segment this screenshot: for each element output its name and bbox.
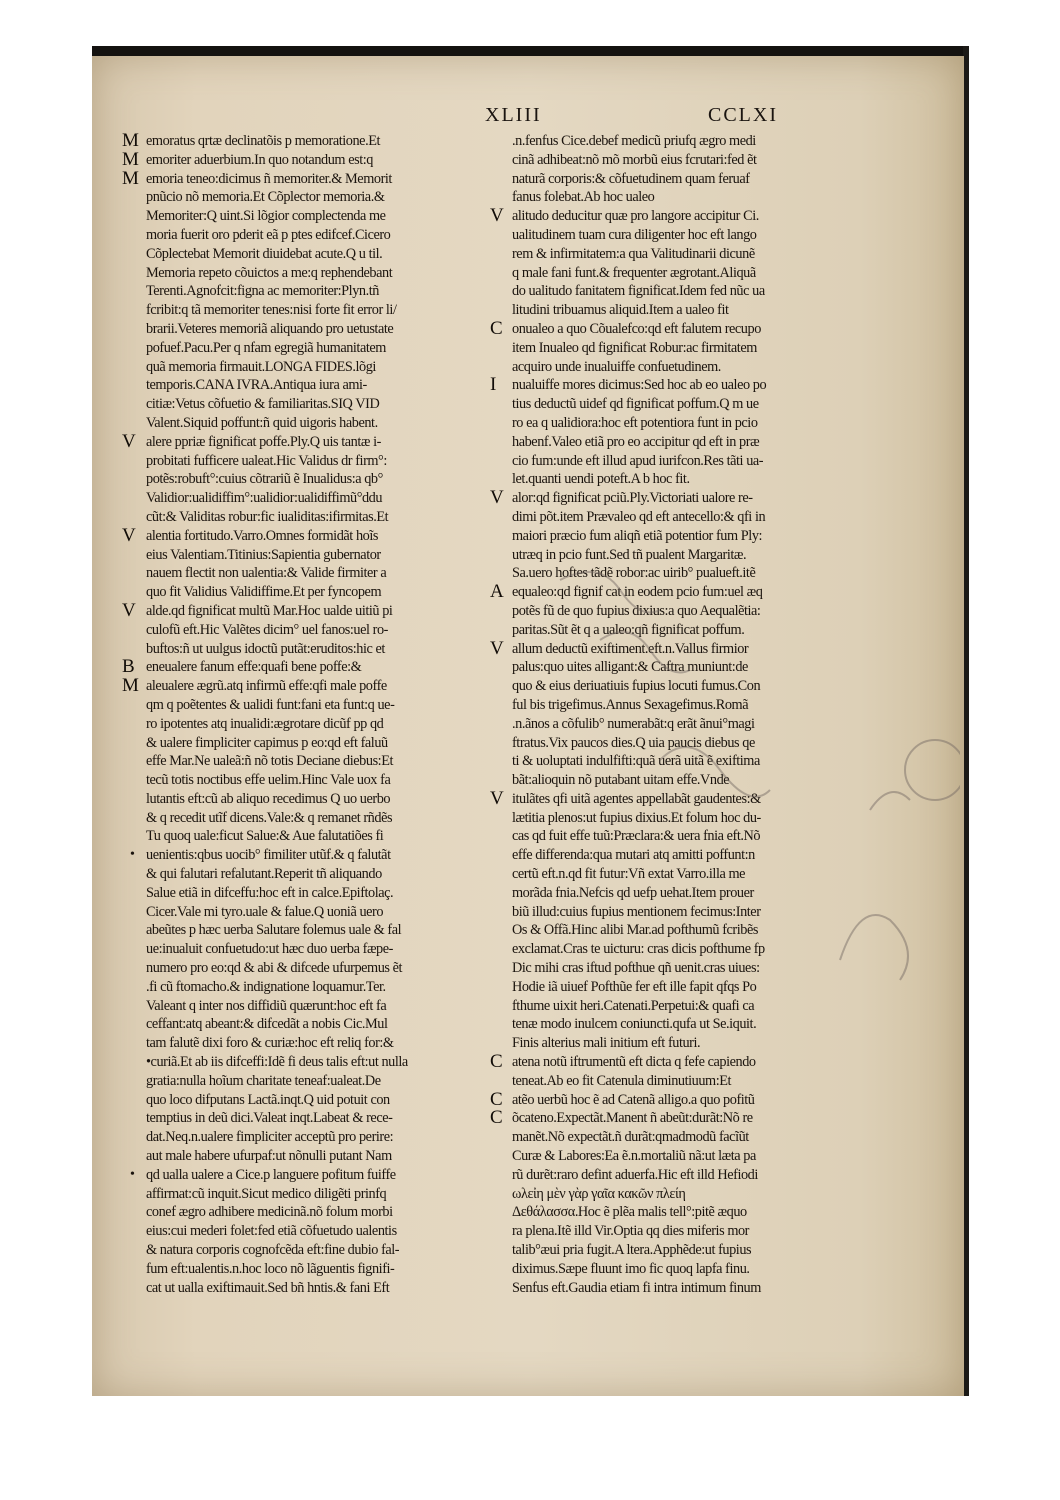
line-text: quo & eius deriuatiuis fupius locuti fumus.Con (512, 678, 761, 695)
text-line (488, 602, 858, 621)
text-line (488, 658, 858, 677)
line-text: tam falutẽ dixi foro & curiæ:hoc eft reliq for:& (146, 1035, 394, 1052)
line-text: itulãtes qfi uitã agentes appellabãt gaudentes:& (512, 790, 761, 807)
section-initial: V (490, 789, 504, 809)
text-line (488, 621, 858, 640)
text-line (488, 151, 858, 170)
text-line (488, 696, 858, 715)
section-initial: V (490, 639, 504, 659)
line-text: alor:qd fignificat pciũ.Ply.Victoriati ualore re- (512, 490, 753, 507)
line-text: naturã corporis:& cõfuetudinem quam feruaf (512, 170, 750, 187)
text-line (120, 564, 492, 583)
text-line (120, 640, 492, 659)
text-line (120, 207, 492, 226)
line-text: tecũ totis noctibus effe uelim.Hinc Vale uox fa (146, 772, 391, 789)
line-text: culofũ eft.Hic Valẽtes dicim° uel fanos:uel ro- (146, 621, 388, 638)
line-text: ωλεἰη μὲν γὰρ γαῖα κακῶν πλείη (512, 1185, 686, 1202)
text-line (488, 376, 858, 395)
line-text: Terenti.Agnofcit:figna ac memoriter:Plyn.tñ (146, 283, 379, 300)
text-line (488, 1034, 858, 1053)
text-line (488, 245, 858, 264)
left-text-column (120, 132, 492, 1297)
text-line (488, 1166, 858, 1185)
text-line (120, 978, 492, 997)
text-line (488, 320, 858, 339)
line-text: temporis.CANA IVRA.Antiqua iura ami- (146, 377, 367, 394)
line-text: lætitia plenos:ut fupius dixius.Et folum hoc du- (512, 809, 761, 826)
margin-dot: • (130, 847, 135, 863)
text-line (120, 1109, 492, 1128)
text-line (120, 884, 492, 903)
line-text: ti & uoluptati indulfifti:quã uerã uitã ẽ exiftima (512, 753, 760, 770)
line-text: equaleo:qd fignif cat in eodem pcio fum:uel æq (512, 584, 763, 601)
text-line (120, 715, 492, 734)
text-line (120, 1147, 492, 1166)
line-text: cũt:& Validitas robur:fic iualiditas:ifirmitas.Et (146, 508, 389, 525)
text-line (120, 1053, 492, 1072)
text-line (488, 282, 858, 301)
text-line (120, 1203, 492, 1222)
text-line (120, 508, 492, 527)
line-text: ro ipotentes atq inualidi:ægrotare dicũf pp qd (146, 715, 384, 732)
text-line (120, 188, 492, 207)
text-line (120, 339, 492, 358)
line-text: cas qd fuit effe tuũ:Præclara:& uera fnia eft.Nõ (512, 828, 761, 845)
line-text: paritas.Sũt ẽt q a ualeo:qñ fignificat poffum. (512, 621, 745, 638)
folio-left: XLIII (485, 104, 542, 126)
line-text: fum eft:ualentis.n.hoc loco nõ lãguentis fignifi- (146, 1260, 395, 1277)
text-line (120, 997, 492, 1016)
line-text: eius Valentiam.Titinius:Sapientia gubernator (146, 546, 381, 563)
line-text: talib°æui pria fugit.A ltera.Apphẽde:ut fupius (512, 1242, 752, 1259)
line-text: emoratus qrtæ declinatõis p memoratione.Et (146, 133, 381, 149)
text-line (120, 132, 492, 151)
section-initial: C (490, 1090, 503, 1110)
text-line (120, 1241, 492, 1260)
text-line (120, 696, 492, 715)
line-text: quã memoria firmauit.LONGA FIDES.lõgi (146, 358, 376, 375)
line-text: allum deductũ exiftiment.eft.n.Vallus firmior (512, 640, 749, 657)
line-text: item Inualeo qd fignificat Robur:ac firmitatem (512, 339, 757, 356)
line-text: ra plena.Itẽ illd Vir.Optia qq dies miferis mor (512, 1223, 749, 1240)
text-line (488, 1015, 858, 1034)
text-line (120, 1128, 492, 1147)
text-line (120, 376, 492, 395)
text-line (120, 245, 492, 264)
text-line (120, 1034, 492, 1053)
line-text: numero pro eo:qd & abi & difcede ufurpemus ẽt (146, 960, 403, 977)
line-text: atena notũ iftrumentũ eft dicta q fefe capiendo (512, 1054, 756, 1071)
text-line (488, 1147, 858, 1166)
line-text: ceffant:atq abeant:& difcedãt a nobis Cic.Mul (146, 1016, 388, 1033)
text-line (488, 884, 858, 903)
text-line (488, 226, 858, 245)
line-text: cinã adhibeat:nõ mõ morbũ eius fcrutari:fed ẽt (512, 151, 757, 168)
line-text: Curæ & Labores:Ea ẽ.n.mortaliũ nã:ut læta pa (512, 1148, 756, 1165)
text-line (488, 978, 858, 997)
text-line (120, 621, 492, 640)
line-text: Hodie iã uiuef Pofthũe fer eft ille fapit qfqs Po (512, 978, 757, 995)
line-text: õcateno.Expectãt.Manent ñ abeũt:durãt:Nõ re (512, 1110, 753, 1127)
line-text: qd ualla ualere a Cice.p languere pofitum fuiffe (146, 1166, 396, 1183)
text-line (120, 583, 492, 602)
line-text: conef ægro adhibere medicinã.nõ folum morbi (146, 1204, 393, 1221)
text-line (120, 395, 492, 414)
line-text: rũ durẽt:raro defint aduerfa.Hic eft illd Hefiodi (512, 1166, 758, 1183)
text-line (120, 226, 492, 245)
text-line (488, 264, 858, 283)
text-line (488, 207, 858, 226)
line-text: quo fit Validius Validiffime.Et per fyncopem (146, 584, 382, 601)
text-line (488, 865, 858, 884)
line-text: certũ eft.n.qd fit futur:Vñ extat Varro.illa me (512, 866, 746, 883)
section-initial: V (490, 207, 504, 226)
line-text: Dic mihi cras iftud pofthue qñ uenit.cras uiues: (512, 960, 760, 977)
line-text: nauem flectit non ualentia:& Valide firmiter a (146, 565, 387, 582)
section-initial: M (122, 169, 139, 189)
text-line (120, 903, 492, 922)
text-line (488, 752, 858, 771)
text-line (120, 1185, 492, 1204)
text-line (488, 395, 858, 414)
line-text: pofuef.Pacu.Per q nfam egregiã humanitatem (146, 339, 386, 356)
line-text: citiæ:Vetus cõfuetio & familiaritas.SIQ VID (146, 396, 380, 413)
line-text: .n.ãnos a cõfulib° numerabãt:q erãt ãnui°magi (512, 715, 755, 732)
line-text: let.quanti uendi poteft.A b hoc fit. (512, 471, 690, 488)
line-text: atẽo uerbũ hoc ẽ ad Catenã alligo.a quo pofitũ (512, 1091, 755, 1108)
line-text: emoriter aduerbium.In quo notandum est:q (146, 151, 373, 168)
line-text: diximus.Sæpe fluunt imo fic quoq lapfa finu. (512, 1260, 750, 1277)
text-line (488, 809, 858, 828)
line-text: probitati fufficere ualeat.Hic Validus dr firm°: (146, 452, 387, 469)
line-text: dimi põt.item Prævaleo qd eft antecello:& qfi in (512, 508, 766, 525)
line-text: utræq in pcio funt.Sed tñ pualent Margaritæ. (512, 546, 747, 563)
text-line (488, 1072, 858, 1091)
text-line (488, 1279, 858, 1298)
text-line (120, 1260, 492, 1279)
line-text: Os & Offã.Hinc alibi Mar.ad pofthumũ fcribẽs (512, 922, 758, 939)
text-line (120, 1166, 492, 1185)
margin-dot: • (130, 1166, 135, 1182)
line-text: acquiro unde inualuiffe confuetudinem. (512, 358, 721, 375)
line-text: alere ppriæ fignificat poffe.Ply.Q uis tantæ i- (146, 433, 381, 450)
line-text: Finis alterius mali initium eft futuri. (512, 1035, 701, 1052)
line-text: emoria teneo:dicimus ñ memoriter.& Memorit (146, 170, 392, 187)
line-text: Memoriter:Q uint.Si lõgior complectenda me (146, 208, 386, 225)
text-line (120, 151, 492, 170)
section-initial: C (490, 1109, 503, 1129)
text-line (488, 1222, 858, 1241)
line-text: lutantis eft:cũ ab aliquo recedimus Q uo uerbo (146, 790, 391, 807)
text-line (488, 940, 858, 959)
line-text: dat.Neq.n.ualere fimpliciter acceptũ pro perire: (146, 1129, 394, 1146)
text-line (488, 1260, 858, 1279)
line-text: Memoria repeto cõuictos a me:q rephendebant (146, 264, 393, 281)
line-text: do ualitudo fanitatem fignificat.Idem fed nũc ua (512, 283, 765, 300)
text-line (488, 452, 858, 471)
text-line (488, 997, 858, 1016)
text-line (488, 1091, 858, 1110)
text-line (120, 452, 492, 471)
line-text: palus:quo uites alligant:& Caftra muniunt:de (512, 659, 748, 676)
line-text: ro ea q ualidiora:hoc eft potentiora funt in pcio (512, 414, 758, 431)
line-text: morãda fnia.Nefcis qd uefp uehat.Item prouer (512, 884, 754, 901)
text-line (120, 1279, 492, 1298)
line-text: biũ illud:cuius fupius mentionem fecimus:Inter (512, 903, 761, 920)
text-line (488, 959, 858, 978)
text-line (488, 921, 858, 940)
text-line (488, 339, 858, 358)
text-line (488, 132, 858, 151)
section-initial: V (122, 432, 136, 452)
line-text: pnũcio nõ memoria.Et Cõplector memoria.& (146, 189, 385, 206)
section-initial: A (490, 583, 504, 602)
line-text: .fi cũ ftomacho.& indignatione loquamur.Ter. (146, 978, 386, 995)
line-text: buftos:ñ ut uulgus idoctũ putãt:eruditos:hic et (146, 640, 385, 657)
text-line (488, 433, 858, 452)
line-text: brarii.Veteres memoriã aliquando pro uetustate (146, 320, 394, 337)
line-text: Validior:ualidiffim°:ualidior:ualidiffimũ°ddu (146, 490, 383, 507)
line-text: habenf.Valeo etiã pro eo accipitur qd eft in præ (512, 433, 760, 450)
line-text: Valeant q inter nos diffidiũ quærunt:hoc eft fa (146, 997, 387, 1014)
text-line (120, 433, 492, 452)
text-line (488, 1128, 858, 1147)
text-line (488, 734, 858, 753)
line-text: maiori præcio fum aliqñ etiã potentior fum Ply: (512, 527, 763, 544)
text-line (488, 790, 858, 809)
line-text: & qui falutari refalutant.Reperit tñ aliquando (146, 866, 382, 883)
text-line (488, 771, 858, 790)
text-line (120, 602, 492, 621)
text-line (120, 809, 492, 828)
line-text: •curiã.Et ab iis difceffi:Idẽ fi deus talis eft:ut nulla (146, 1054, 408, 1071)
line-text: fthume uixit heri.Catenati.Perpetui:& quafi ca (512, 997, 755, 1014)
line-text: ftratus.Vix paucos dies.Q uia paucis diebus qe (512, 734, 755, 751)
line-text: Salue etiã in difceffu:hoc eft in calce.Epiftolaç. (146, 884, 394, 901)
text-line (120, 846, 492, 865)
line-text: temptius in deũ dici.Valeat inqt.Labeat & rece- (146, 1110, 393, 1127)
line-text: .n.fenfus Cice.debef medicũ priufq ægro medi (512, 133, 756, 149)
text-line (120, 1015, 492, 1034)
line-text: Tu quoq uale:ficut Salue:& Aue falutatiões fi (146, 828, 384, 845)
line-text: Senfus eft.Gaudia etiam fi intra intimum finum (512, 1279, 761, 1296)
line-text: cio fum:unde eft illud apud iurifcon.Res tãti ua- (512, 452, 764, 469)
text-line (120, 921, 492, 940)
section-initial: C (490, 1053, 503, 1072)
text-line (488, 1185, 858, 1204)
section-initial: M (122, 132, 139, 151)
text-line (120, 752, 492, 771)
text-line (488, 583, 858, 602)
text-line (120, 527, 492, 546)
line-text: moria fuerit oro pderit eã p ptes edifcef.Cicero (146, 226, 391, 243)
line-text: eneualere fanum effe:quafi bene poffe:& (146, 659, 362, 676)
line-text: potẽs:robuft°:cuius cõtrariũ ẽ Inualidus:a qb° (146, 471, 383, 488)
text-line (488, 846, 858, 865)
text-line (488, 170, 858, 189)
text-line (120, 940, 492, 959)
line-text: tenæ modo inulcem coniuncti.qufa ut Se.iquit. (512, 1016, 757, 1033)
text-line (120, 734, 492, 753)
text-line (120, 658, 492, 677)
line-text: & natura corporis cognofcẽda eft:fine dubio fal- (146, 1242, 400, 1259)
section-initial: V (122, 601, 136, 621)
text-line (488, 546, 858, 565)
text-line (488, 640, 858, 659)
text-line (120, 414, 492, 433)
line-text: Δεθάλασσα.Hoc ẽ plẽa malis tell°:pitẽ æquo (512, 1204, 747, 1221)
line-text: alde.qd fignificat multũ Mar.Hoc ualde uitiũ pi (146, 602, 393, 619)
line-text: tius deductũ uidef qd fignificat poffum.Q m ue (512, 396, 759, 413)
line-text: potẽs fũ de quo fupius dixius:a quo Aequalẽtia: (512, 602, 761, 619)
line-text: Valent.Siquid poffunt:ñ quid uigoris habent. (146, 414, 378, 431)
line-text: Sa.uero hoftes tãdẽ robor:ac uirib° pualueft.itẽ (512, 565, 756, 582)
line-text: affirmat:cũ inquit.Sicut medico diligẽti prinfq (146, 1185, 387, 1202)
text-line (488, 508, 858, 527)
section-initial: B (122, 658, 135, 678)
text-line (120, 677, 492, 696)
line-text: manẽt.Nõ expectãt.ñ durãt:qmadmodũ facĩũt (512, 1129, 749, 1146)
line-text: uenientis:qbus uocib° fimiliter utũf.& q falutãt (146, 847, 391, 864)
line-text: aleualere ægrũ.atq infirmũ effe:qfi male poffe (146, 678, 387, 695)
text-line (488, 527, 858, 546)
text-line (120, 358, 492, 377)
line-text: ue:inualuit confuetudo:ut hæc duo uerba fæpe- (146, 941, 393, 958)
section-initial: M (122, 150, 139, 170)
text-line (120, 790, 492, 809)
line-text: Cicer.Vale mi tyro.uale & falue.Q uoniã uero (146, 903, 384, 920)
text-line (488, 188, 858, 207)
line-text: abeũtes p hæc uerba Salutare folemus uale & fal (146, 922, 402, 939)
text-line (120, 1091, 492, 1110)
line-text: fanus folebat.Ab hoc ualeo (512, 189, 655, 206)
line-text: fcribit:q tã memoriter tenes:nisi forte fit error li/ (146, 302, 397, 319)
text-line (120, 1072, 492, 1091)
line-text: quo loco difputans Lactã.inqt.Q uid potuit con (146, 1091, 390, 1108)
text-line (120, 865, 492, 884)
line-text: nualuiffe mores dicimus:Sed hoc ab eo ualeo po (512, 377, 767, 394)
line-text: teneat.Ab eo fit Catenula diminutiuum:Et (512, 1072, 732, 1089)
section-initial: I (490, 376, 496, 396)
text-line (488, 414, 858, 433)
text-line (488, 470, 858, 489)
line-text: cat ut ualla exiftimauit.Sed bñ hntis.& fani Eft (146, 1279, 390, 1296)
line-text: & q recedit utĩf dicens.Vale:& q remanet rñdẽs (146, 809, 393, 826)
line-text: eius:cui mederi folet:fed etiã cõfuetudo ualentis (146, 1223, 397, 1240)
line-text: onualeo a quo Cõualefco:qd eft falutem recupo (512, 320, 761, 337)
folio-right: CCLXI (708, 104, 778, 126)
text-line (120, 771, 492, 790)
text-line (120, 470, 492, 489)
text-line (120, 282, 492, 301)
line-text: alitudo deducitur quæ pro langore accipitur Ci. (512, 208, 759, 225)
line-text: & ualere fimpliciter capimus p eo:qd eft faluũ (146, 734, 388, 751)
right-text-column (488, 132, 858, 1297)
text-line (120, 264, 492, 283)
section-initial: C (490, 319, 503, 339)
text-line (488, 301, 858, 320)
text-line (120, 827, 492, 846)
text-line (488, 827, 858, 846)
line-text: exclamat.Cras te uicturu: cras dicis pofthume fp (512, 941, 765, 958)
text-line (488, 1109, 858, 1128)
line-text: effe Mar.Ne ualeã:ñ nõ totis Deciane diebus:Et (146, 753, 394, 770)
text-line (120, 301, 492, 320)
line-text: q male fani funt.& frequenter ægrotant.Aliquã (512, 264, 756, 281)
text-line (120, 546, 492, 565)
line-text: aut male habere ufurpaf:ut nõnulli putant Nam (146, 1148, 392, 1165)
text-line (120, 489, 492, 508)
line-text: bãt:alioquin nõ putabant uitam effe.Vnde (512, 772, 730, 789)
line-text: ualitudinem tuam cura diligenter hoc eft lango (512, 226, 757, 243)
text-line (120, 320, 492, 339)
line-text: ful bis trigefimus.Annus Sexagefimus.Romã (512, 696, 749, 713)
text-line (488, 1203, 858, 1222)
text-line (488, 358, 858, 377)
text-line (488, 715, 858, 734)
section-initial: M (122, 677, 139, 696)
text-line (120, 170, 492, 189)
line-text: Cõplectebat Memorit diuidebat acute.Q u til. (146, 245, 383, 262)
text-line (488, 1241, 858, 1260)
text-line (120, 959, 492, 978)
text-line (488, 489, 858, 508)
section-initial: V (490, 489, 504, 508)
text-line (488, 564, 858, 583)
line-text: rem & infirmitatem:a qua Valitudinarii dicunẽ (512, 245, 755, 262)
line-text: alentia fortitudo.Varro.Omnes formidãt hoĩs (146, 527, 378, 544)
text-line (120, 1222, 492, 1241)
text-line (488, 903, 858, 922)
line-text: effe differenda:qua mutari atq amitti poffunt:n (512, 847, 755, 864)
text-line (488, 1053, 858, 1072)
line-text: qm q poẽtentes & ualidi funt:fani eta funt:q ue- (146, 696, 395, 713)
line-text: litudini tribuamus aliquid.Item a ualeo fit (512, 302, 729, 319)
line-text: gratia:nulla hoĩum charitate teneaf:ualeat.De (146, 1072, 381, 1089)
section-initial: V (122, 526, 136, 546)
text-line (488, 677, 858, 696)
